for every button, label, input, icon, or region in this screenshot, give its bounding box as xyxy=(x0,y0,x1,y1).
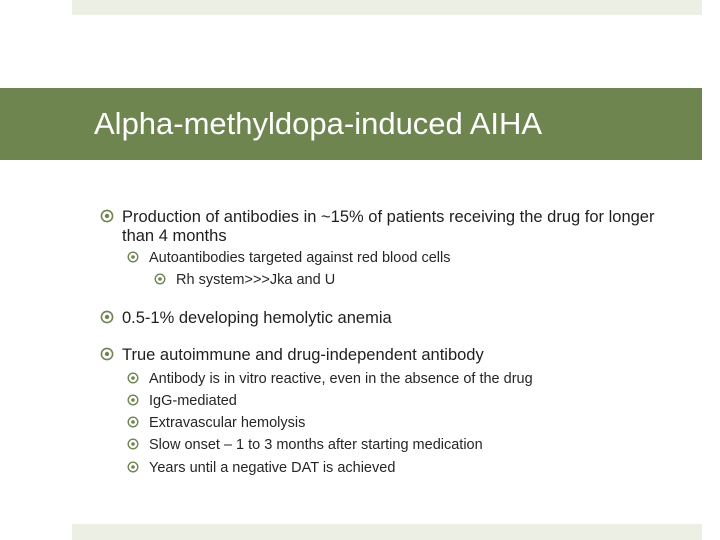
bullet-item xyxy=(100,208,682,246)
sub-bullet-text: Autoantibodies targeted against red blood cells xyxy=(149,250,451,266)
top-decorative-strip xyxy=(72,0,702,15)
bullet-item xyxy=(100,346,484,365)
sub-bullet-text: Extravascular hemolysis xyxy=(149,415,306,431)
circled-bullet-icon xyxy=(100,209,122,223)
circled-bullet-icon xyxy=(100,310,122,324)
circled-bullet-icon xyxy=(127,372,149,384)
sub-sub-bullet-text: Rh system>>>Jka and U xyxy=(176,272,336,288)
sub-bullet-text: IgG-mediated xyxy=(149,393,237,409)
sub-bullet-item xyxy=(127,247,450,269)
sub-sub-bullet-item xyxy=(154,270,335,290)
circled-bullet-icon xyxy=(154,273,176,285)
sub-bullet-text: Years until a negative DAT is achieved xyxy=(149,460,396,476)
sub-bullet-item xyxy=(127,434,483,456)
sub-bullet-item xyxy=(127,412,305,434)
sub-bullet-item xyxy=(127,368,533,390)
slide-title: Alpha-methyldopa-induced AIHA xyxy=(94,106,543,141)
bullet-text: True autoimmune and drug-independent antibody xyxy=(122,346,484,364)
bottom-decorative-strip xyxy=(72,524,702,540)
circled-bullet-icon xyxy=(127,251,149,263)
bullet-item xyxy=(100,309,392,328)
sub-bullet-item xyxy=(127,457,395,479)
sub-bullet-item xyxy=(127,390,237,412)
sub-bullet-text: Slow onset – 1 to 3 months after starting medication xyxy=(149,437,483,453)
bullet-text: Production of antibodies in ~15% of patients receiving the drug for longer than 4 months xyxy=(122,208,655,245)
bullet-text: 0.5-1% developing hemolytic anemia xyxy=(122,309,392,327)
circled-bullet-icon xyxy=(127,461,149,473)
circled-bullet-icon xyxy=(127,438,149,450)
circled-bullet-icon xyxy=(127,416,149,428)
sub-bullet-text: Antibody is in vitro reactive, even in the absence of the drug xyxy=(149,371,533,387)
circled-bullet-icon xyxy=(127,394,149,406)
circled-bullet-icon xyxy=(100,347,122,361)
